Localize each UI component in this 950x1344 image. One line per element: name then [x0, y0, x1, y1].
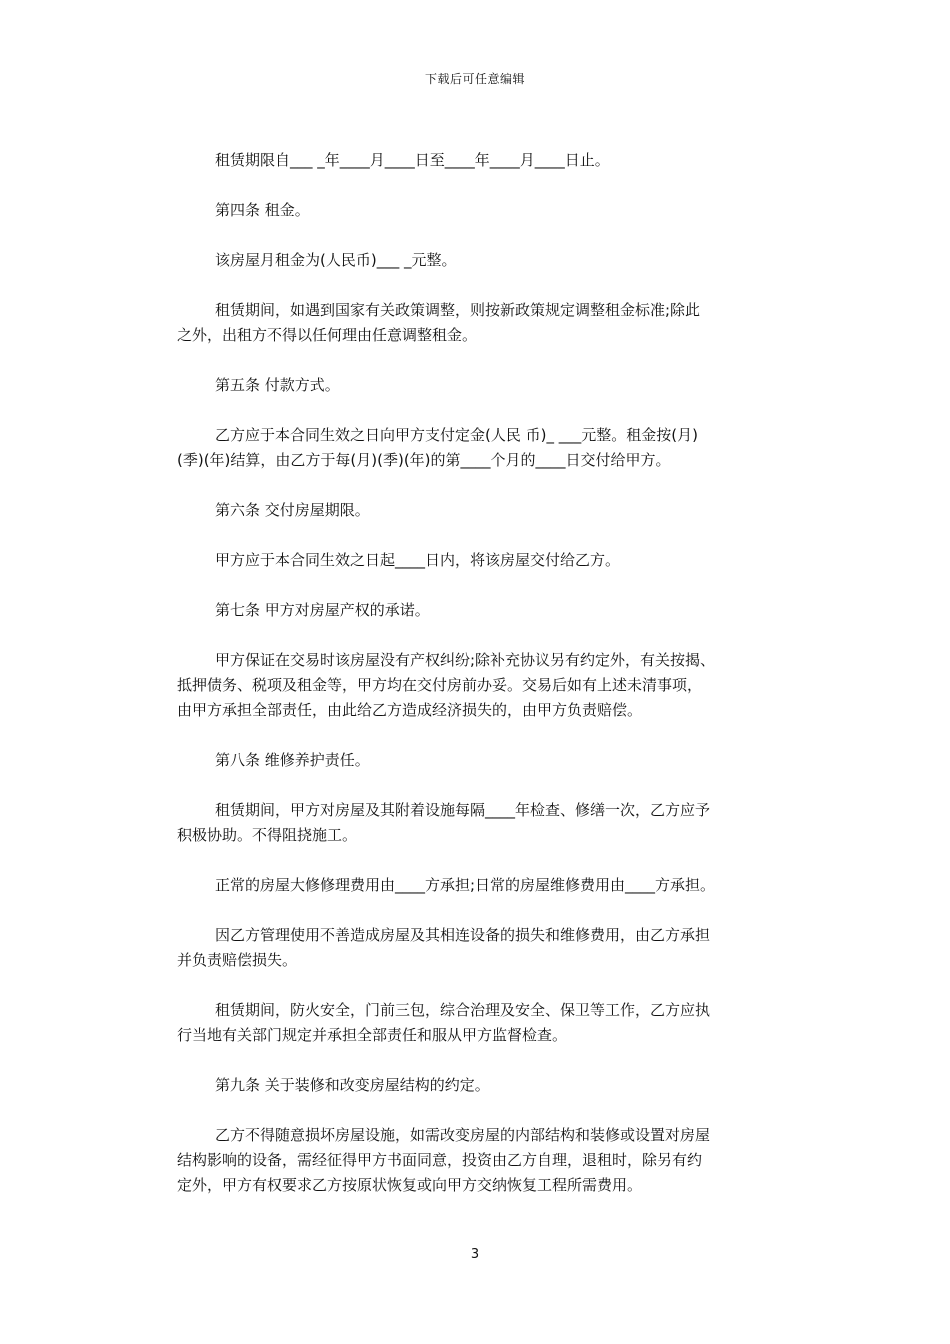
- article-heading: 第八条 维修养护责任。: [215, 751, 370, 769]
- article-heading: 第七条 甲方对房屋产权的承诺。: [215, 601, 430, 619]
- paragraph: 租赁期间，防火安全，门前三包，综合治理及安全、保卫等工作，乙方应执 行当地有关部门规定并承担全部责任和服从甲方监督检查。: [177, 1001, 711, 1044]
- paragraph: 乙方不得随意损坏房屋设施，如需改变房屋的内部结构和装修或设置对房屋 结构影响的设备，需经征得甲方书面同意，投资由乙方自理，退租时，除另有约 定外，甲方有权要求乙方按原状恢复或向甲方交纳恢复工程所需费用。: [177, 1126, 711, 1194]
- page-header: 下载后可任意编辑: [424, 72, 525, 86]
- paragraph: 租赁期限自___ _年____月____日至____年____月____日止。: [215, 151, 610, 169]
- paragraph: 租赁期间，如遇到国家有关政策调整，则按新政策规定调整租金标准;除此 之外，出租方不得以任何理由任意调整租金。: [177, 301, 701, 344]
- paragraph: 甲方应于本合同生效之日起____日内，将该房屋交付给乙方。: [215, 551, 621, 569]
- article-heading: 第六条 交付房屋期限。: [215, 501, 370, 519]
- article-heading: 第五条 付款方式。: [215, 376, 340, 394]
- paragraph: 该房屋月租金为(人民币)___ _元整。: [215, 251, 457, 269]
- paragraph: 租赁期间，甲方对房屋及其附着设施每隔____年检查、修缮一次，乙方应予 积极协助。不得阻挠施工。: [177, 801, 711, 844]
- paragraph: 乙方应于本合同生效之日向甲方支付定金(人民 币)_ ___元整。租金按(月) (季)(年)结算，由乙方于每(月)(季)(年)的第____个月的____日交付给甲方。: [177, 426, 698, 469]
- document-body: [177, 148, 777, 1223]
- page-number: 3: [470, 1247, 480, 1262]
- article-heading: 第四条 租金。: [215, 201, 310, 219]
- article-heading: 第九条 关于装修和改变房屋结构的约定。: [215, 1076, 490, 1094]
- paragraph: 因乙方管理使用不善造成房屋及其相连设备的损失和维修费用，由乙方承担 并负责赔偿损失。: [177, 926, 711, 969]
- paragraph: 甲方保证在交易时该房屋没有产权纠纷;除补充协议另有约定外，有关按揭、 抵押债务、税项及租金等，甲方均在交付房前办妥。交易后如有上述未清事项， 由甲方承担全部责任，由此给乙方造成经济损失的，由甲方负责赔偿。: [177, 651, 716, 719]
- paragraph: 正常的房屋大修修理费用由____方承担;日常的房屋维修费用由____方承担。: [215, 876, 716, 894]
